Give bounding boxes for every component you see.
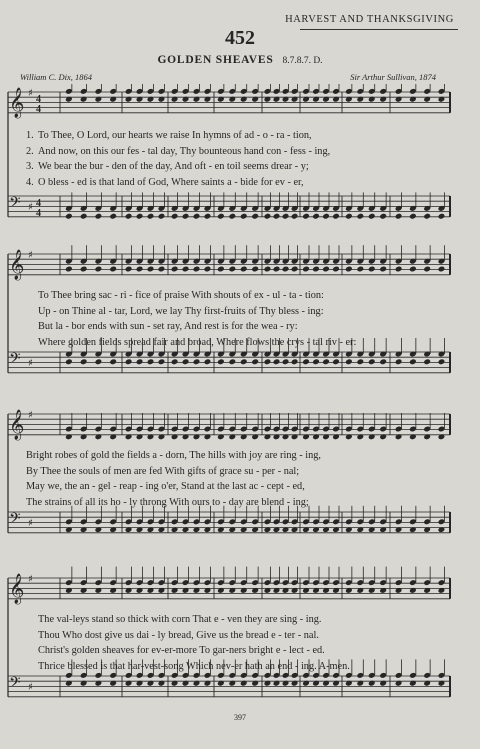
verse-number: 1. — [26, 130, 34, 141]
bass-clef-icon: 𝄢 — [9, 194, 21, 215]
note-head — [95, 213, 103, 220]
note-head — [322, 358, 330, 365]
lyric-text: By Thee the souls of men are fed With gifts of grace su - per - nal; — [26, 465, 300, 477]
sharp-icon: ♯ — [28, 574, 33, 585]
note-head — [147, 266, 155, 273]
note-head — [409, 358, 417, 365]
sharp-icon: ♯ — [28, 682, 33, 693]
lyric-text: The val-leys stand so thick with corn That e - ven they are sing - ing. — [38, 614, 322, 625]
time-signature: 4 — [36, 104, 41, 115]
note-head — [264, 358, 272, 365]
sharp-icon: ♯ — [28, 410, 33, 421]
section-title: HARVEST AND THANKSGIVING — [285, 14, 454, 25]
note-head — [273, 358, 281, 365]
bass-staff — [8, 192, 450, 219]
note-head — [356, 213, 364, 220]
lyric-text: To Thee, O Lord, our hearts we raise In hymns of ad - o - ra - tion, — [38, 130, 312, 141]
note-head — [332, 213, 340, 220]
lyric-line — [38, 288, 458, 304]
note-head — [217, 213, 225, 220]
note-head — [395, 266, 403, 273]
note-head — [322, 266, 330, 273]
note-head — [312, 358, 320, 365]
note-head — [228, 358, 236, 365]
music-system-1 — [0, 84, 480, 234]
note-head — [423, 266, 431, 273]
note-head — [240, 213, 248, 220]
lyric-line — [26, 159, 446, 175]
lyric-text: Where golden fields spread fair and broad, Where flows the crys - tal riv - er: — [38, 336, 357, 348]
note-head — [125, 266, 133, 273]
note-head — [251, 213, 259, 220]
composer: Sir Arthur Sullivan, 1874 — [350, 72, 436, 82]
treble-clef-icon: 𝄞 — [9, 574, 25, 604]
note-head — [345, 266, 353, 273]
note-head — [136, 358, 144, 365]
lyric-text: Christ's golden sheaves for ev-er-more To gar-ners bright e - lect - ed. — [38, 645, 325, 656]
lyric-line — [26, 448, 446, 464]
note-head — [182, 266, 190, 273]
note-head — [125, 358, 133, 365]
note-head — [240, 358, 248, 365]
treble-clef-icon: 𝄞 — [9, 88, 25, 118]
verse-number: 3. — [26, 161, 34, 172]
sharp-icon: ♯ — [28, 250, 33, 261]
note-head — [204, 213, 212, 220]
lyric-text: To Thee bring sac - ri - fice of praise With shouts of ex - ul - ta - tion: — [38, 290, 324, 301]
note-head — [438, 358, 446, 365]
lyric-text: But la - bor ends with sun - set ray, And rest is for the wea - ry: — [38, 321, 298, 332]
note-head — [95, 266, 103, 273]
note-head — [171, 266, 179, 273]
lyric-line — [26, 175, 446, 191]
note-head — [204, 358, 212, 365]
note-head — [217, 266, 225, 273]
treble-clef-icon: 𝄞 — [9, 250, 25, 280]
note-head — [193, 213, 201, 220]
note-head — [312, 266, 320, 273]
note-head — [345, 358, 353, 365]
sharp-icon: ♯ — [28, 88, 33, 99]
lyric-line — [26, 464, 446, 480]
tune-heading — [0, 54, 480, 66]
treble-staff — [8, 409, 450, 441]
note-head — [171, 213, 179, 220]
note-head — [302, 213, 310, 220]
note-head — [193, 266, 201, 273]
lyric-line — [38, 612, 458, 628]
lyric-line — [26, 495, 446, 511]
note-head — [251, 266, 259, 273]
note-head — [171, 358, 179, 365]
note-head — [217, 358, 225, 365]
note-head — [158, 213, 166, 220]
note-head — [291, 266, 299, 273]
verse-number: 2. — [26, 145, 34, 157]
lyric-text: Bright robes of gold the fields a - dorn, The hills with joy are ring - ing, — [26, 450, 321, 461]
note-head — [182, 358, 190, 365]
bass-clef-icon: 𝄢 — [9, 510, 21, 531]
time-signature: 4 — [36, 198, 41, 209]
note-head — [423, 213, 431, 220]
note-head — [379, 213, 387, 220]
lyric-line — [38, 319, 458, 335]
note-head — [109, 358, 117, 365]
note-head — [240, 266, 248, 273]
lyric-text: May we, the an - gel - reap - ing o'er, Stand at the last ac - cept - ed, — [26, 481, 305, 492]
note-head — [65, 213, 73, 220]
lyric-text: Thou Who dost give us dai - ly bread, Give us the bread e - ter - nal. — [38, 629, 319, 641]
note-head — [251, 358, 259, 365]
note-head — [80, 358, 88, 365]
lyric-line — [38, 643, 458, 659]
note-head — [125, 213, 133, 220]
note-head — [65, 266, 73, 273]
note-head — [368, 213, 376, 220]
note-head — [182, 213, 190, 220]
note-head — [312, 213, 320, 220]
bass-clef-icon: 𝄢 — [9, 350, 21, 371]
note-head — [264, 213, 272, 220]
note-head — [282, 213, 290, 220]
note-head — [228, 266, 236, 273]
note-head — [345, 213, 353, 220]
note-head — [395, 358, 403, 365]
lyric-line — [38, 659, 458, 675]
time-signature: 4 — [36, 208, 41, 219]
lyric-text: Up - on Thine al - tar, Lord, we lay Thy first-fruits of Thy bless - ing: — [38, 305, 324, 317]
music-system-4 — [0, 564, 480, 714]
note-head — [109, 266, 117, 273]
lyric-line — [38, 628, 458, 644]
lyric-text: And now, on this our fes - tal day, Thy bounteous hand con - fess - ing, — [38, 145, 331, 157]
sharp-icon: ♯ — [28, 358, 33, 369]
note-head — [291, 213, 299, 220]
note-head — [322, 213, 330, 220]
note-head — [282, 266, 290, 273]
note-head — [438, 266, 446, 273]
note-head — [332, 358, 340, 365]
tune-name: GOLDEN SHEAVES — [157, 54, 274, 66]
note-head — [273, 213, 281, 220]
note-head — [356, 358, 364, 365]
note-head — [95, 358, 103, 365]
lyric-text: O bless - ed is that land of God, Where saints a - bide for ev - er, — [38, 176, 304, 188]
page-number: 397 — [234, 713, 246, 722]
note-head — [395, 213, 403, 220]
author: William C. Dix, 1864 — [20, 72, 93, 82]
note-head — [109, 213, 117, 220]
note-head — [136, 213, 144, 220]
bass-clef-icon: 𝄢 — [9, 674, 21, 695]
note-head — [193, 358, 201, 365]
treble-staff — [8, 567, 450, 605]
note-head — [264, 266, 272, 273]
note-head — [228, 213, 236, 220]
lyrics-block-2 — [38, 288, 458, 350]
note-head — [368, 266, 376, 273]
note-head — [158, 358, 166, 365]
lyrics-block-3 — [26, 448, 446, 510]
lyric-line — [38, 335, 458, 351]
music-system-2 — [0, 240, 480, 390]
note-head — [379, 266, 387, 273]
note-head — [291, 358, 299, 365]
treble-staff — [8, 84, 450, 119]
note-head — [356, 266, 364, 273]
note-head — [423, 358, 431, 365]
verse-number: 4. — [26, 176, 34, 188]
note-head — [80, 213, 88, 220]
note-head — [368, 358, 376, 365]
note-head — [332, 266, 340, 273]
note-head — [302, 358, 310, 365]
lyrics-block-1 — [26, 128, 446, 190]
note-head — [282, 358, 290, 365]
note-head — [204, 266, 212, 273]
meter: 8.7.8.7. D. — [282, 56, 323, 66]
lyric-text: We bear the bur - den of the day, And oft - en toil seems drear - y; — [38, 161, 309, 172]
lyric-line — [26, 144, 446, 160]
sharp-icon: ♯ — [28, 202, 33, 213]
note-head — [409, 266, 417, 273]
time-signature: 4 — [36, 94, 41, 105]
note-head — [438, 213, 446, 220]
lyric-line — [26, 479, 446, 495]
lyric-line — [26, 128, 446, 144]
music-system-3 — [0, 400, 480, 550]
note-head — [409, 213, 417, 220]
note-head — [158, 266, 166, 273]
sharp-icon: ♯ — [28, 518, 33, 529]
lyric-line — [38, 304, 458, 320]
note-head — [147, 358, 155, 365]
treble-clef-icon: 𝄞 — [9, 410, 25, 440]
lyric-text: The strains of all its ho - ly throng With ours to - day are blend - ing; — [26, 496, 309, 508]
note-head — [273, 266, 281, 273]
lyrics-block-4 — [38, 612, 458, 674]
hymn-number: 452 — [225, 27, 255, 49]
lyric-text: Thrice blessed is that har-vest-song Which nev-er hath an end - ing. A-men. — [38, 660, 350, 672]
treble-staff — [8, 245, 450, 281]
note-head — [80, 266, 88, 273]
note-head — [379, 358, 387, 365]
note-head — [136, 266, 144, 273]
note-head — [65, 358, 73, 365]
note-head — [302, 266, 310, 273]
note-head — [147, 213, 155, 220]
